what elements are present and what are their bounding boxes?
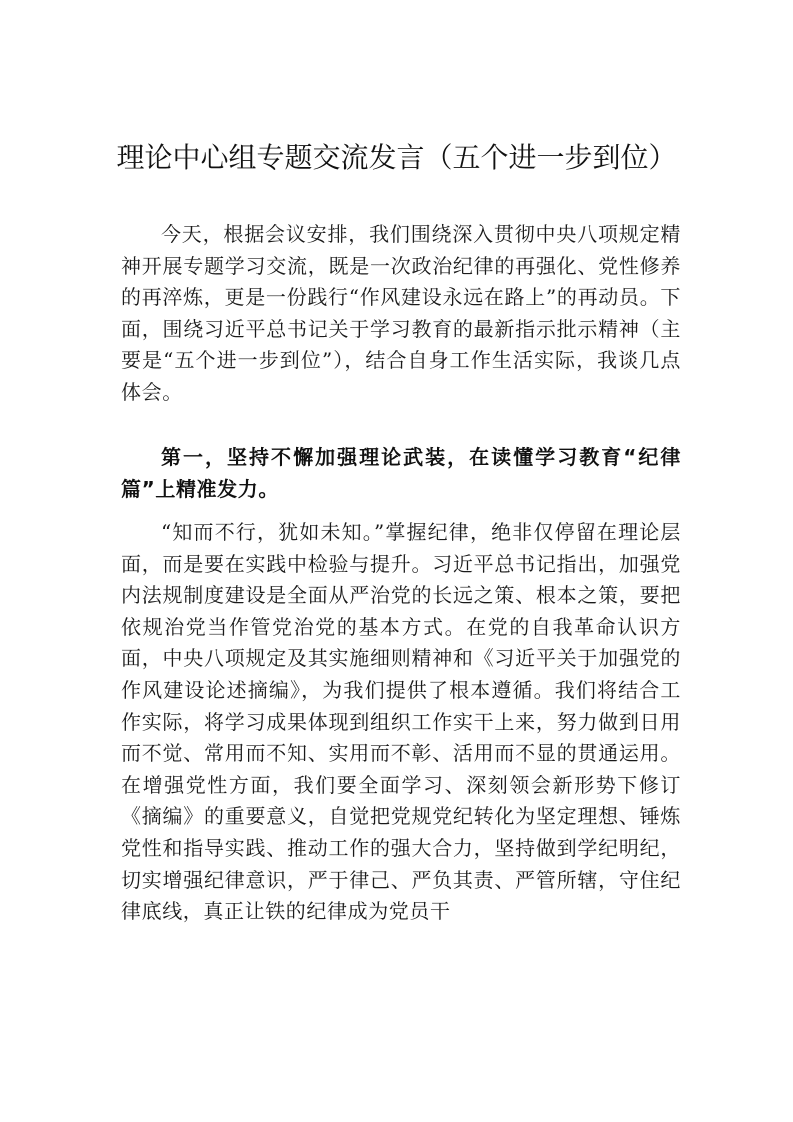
- section-heading-first: 第一，坚持不懈加强理论武装，在读懂学习教育“纪律篇”上精准发力。: [121, 445, 681, 501]
- intro-paragraph: 今天，根据会议安排，我们围绕深入贯彻中央八项规定精神开展专题学习交流，既是一次政治纪律的再强化、党性修养的再淬炼，更是一份践行“作风建设永远在路上”的再动员。下面，围绕习近平总书记关于学习教育的最新指示批示精神（主要是“五个进一步到位”），结合自身工作生活实际，我谈几点体会。: [121, 222, 681, 404]
- document-title: 理论中心组专题交流发言（五个进一步到位）: [116, 141, 677, 174]
- section-first-paragraph: “知而不行，犹如未知。”掌握纪律，绝非仅停留在理论层面，而是要在实践中检验与提升。习近平总书记指出，加强党内法规制度建设是全面从严治党的长远之策、根本之策，要把依规治党当作管党治党的基本方式。在党的自我革命认识方面，中央八项规定及其实施细则精神和《习近平关于加强党的作风建设论述摘编》，为我们提供了根本遵循。我们将结合工作实际，将学习成果体现到组织工作实干上来，努力做到日用而不觉、常用而不知、实用而不彰、活用而不显的贯通运用。在增强党性方面，我们要全面学习、深刻领会新形势下修订《摘编》的重要意义，自觉把党规党纪转化为坚定理想、锤炼党性和指导实践、推动工作的强大合力，坚持做到学纪明纪，切实增强纪律意识，严于律己、严负其责、严管所辖，守住纪律底线，真正让铁的纪律成为党员干: [121, 520, 681, 924]
